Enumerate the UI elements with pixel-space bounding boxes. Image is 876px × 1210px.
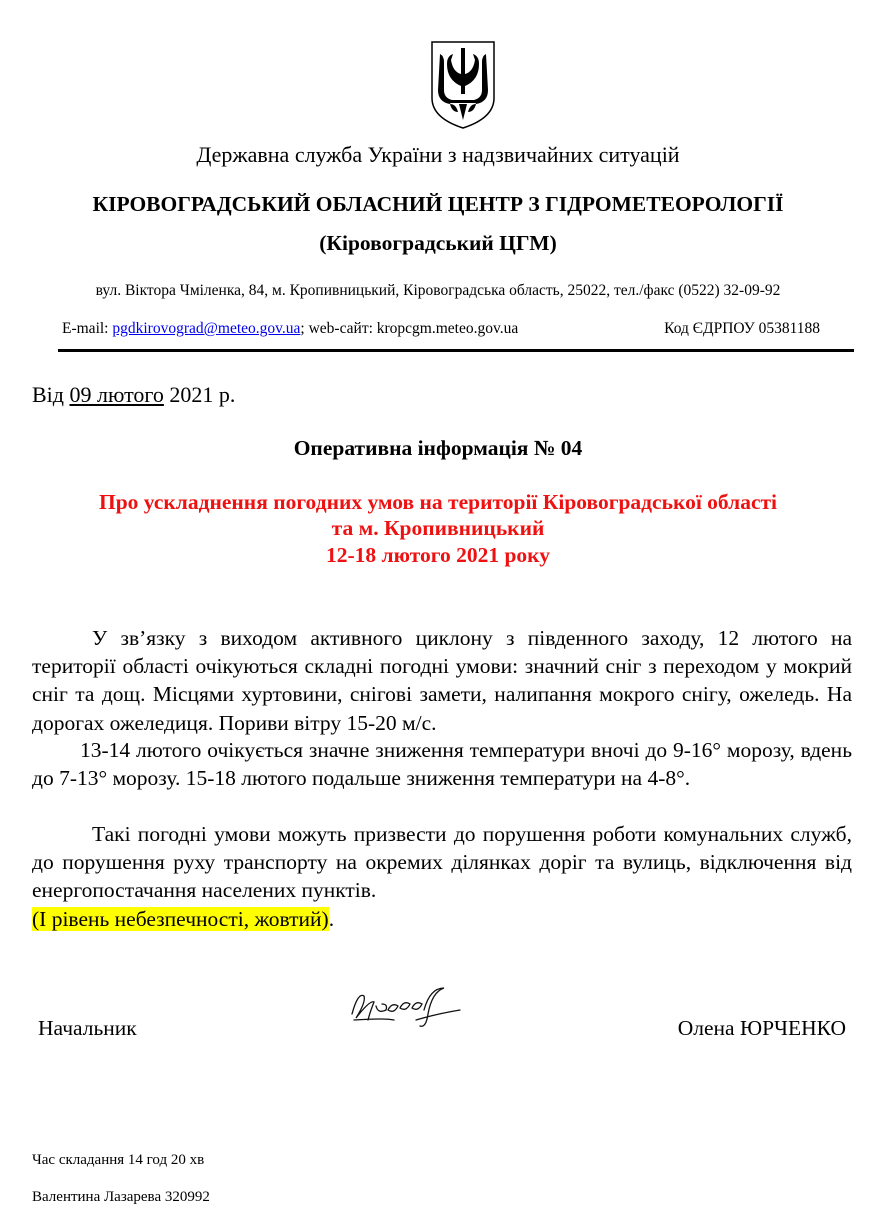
handwritten-signature <box>346 984 466 1034</box>
danger-level-suffix: . <box>328 906 335 931</box>
address-line: вул. Віктора Чміленка, 84, м. Кропивницький, Кіровоградська область, 25022, тел./факс (0522) 32-09-92 <box>95 282 781 299</box>
website-text: ; web-сайт: kropcgm.meteo.gov.ua <box>300 320 519 337</box>
date-day-month: 09 лютого <box>69 382 164 407</box>
document-date <box>32 382 235 408</box>
subject-line-3: 12-18 лютого 2021 року <box>325 543 551 567</box>
header-divider <box>58 349 854 352</box>
paragraph-3-text: Такі погодні умови можуть призвести до порушення роботи комунальних служб, до порушення руху транспорту на окремих ділянках доріг та вулиць, відключення від енергопостачання населених пунктів. <box>32 822 852 903</box>
email-link[interactable]: pgdkirovograd@meteo.gov.ua <box>112 320 301 337</box>
edrpou-code: Код ЄДРПОУ 05381188 <box>664 320 820 337</box>
subject-line-2: та м. Кропивницький <box>331 516 545 540</box>
document-title: Оперативна інформація № 04 <box>293 436 583 460</box>
author-contact: Валентина Лазарева 320992 <box>32 1189 210 1205</box>
paragraph-1: У зв’язку з виходом активного циклону з південного заходу, 12 лютого на території області очікуються складні погодні умови: значний сніг з переходом у мокрий сніг та дощ. Місцями хуртовини, снігові замети, налипання мокрого снігу, ожеледь. На дорогах ожеледиця. Пориви вітру 15-20 м/с. <box>32 626 852 735</box>
email-label: E-mail: <box>62 320 113 337</box>
subject-line-1: Про ускладнення погодних умов на території Кіровоградської області <box>98 490 778 514</box>
signer-name: Олена ЮРЧЕНКО <box>677 1016 846 1040</box>
agency-name: Державна служба України з надзвичайних ситуацій <box>196 142 680 167</box>
compiled-time: Час складання 14 год 20 хв <box>32 1152 205 1168</box>
danger-level-highlight: (І рівень небезпечності, жовтий) <box>32 906 329 931</box>
organization-name: КІРОВОГРАДСЬКИЙ ОБЛАСНИЙ ЦЕНТР З ГІДРОМЕТЕОРОЛОГІЇ <box>92 192 784 216</box>
signer-position: Начальник <box>38 1016 137 1040</box>
paragraph-3 <box>32 820 852 933</box>
ukraine-trident-emblem-icon <box>428 38 498 130</box>
organization-short-name: (Кіровоградський ЦГМ) <box>319 231 557 255</box>
contacts-line <box>62 320 822 338</box>
date-prefix: Від <box>32 382 70 407</box>
date-suffix: 2021 р. <box>163 382 236 407</box>
paragraph-2: 13-14 лютого очікується значне зниження температури вночі до 9-16° морозу, вдень до 7-13° морозу. 15-18 лютого подальше зниження температури на 4-8°. <box>32 738 852 791</box>
